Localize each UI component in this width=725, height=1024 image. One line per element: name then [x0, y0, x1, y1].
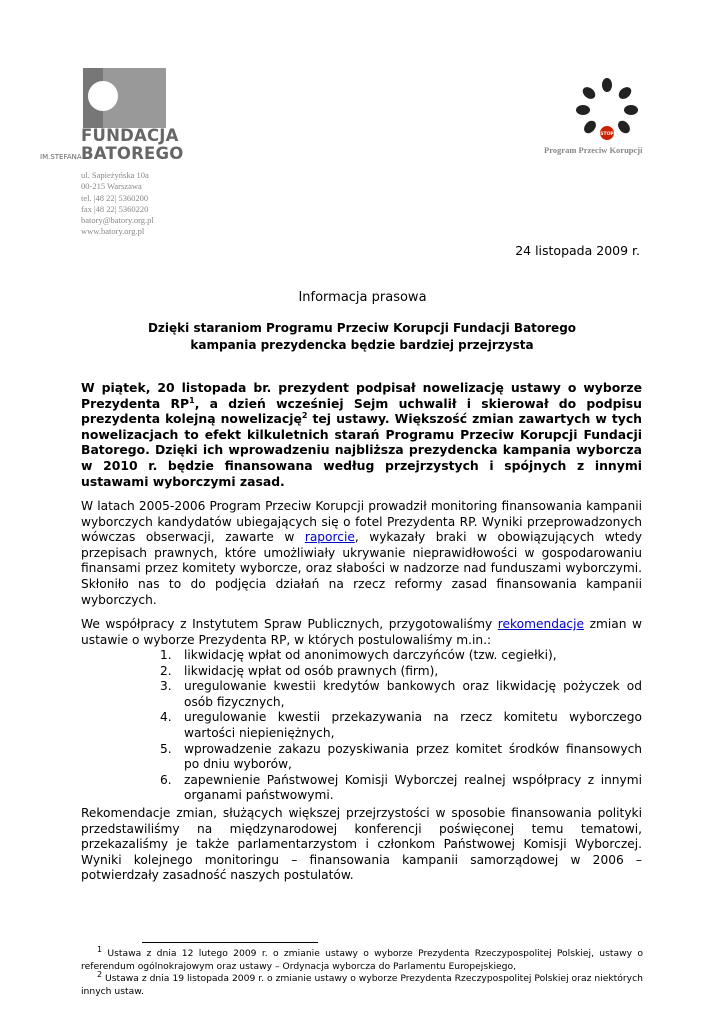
- report-link[interactable]: raporcie: [304, 530, 355, 545]
- headline-line: Dzięki staraniom Programu Przeciw Korupcji Fundacji Batorego: [147, 321, 577, 335]
- list-item-number: 4.: [160, 710, 172, 725]
- program-label: Program Przeciw Korupcji: [544, 145, 643, 155]
- headline-line: kampania prezydencka będzie bardziej przejrzysta: [190, 337, 534, 352]
- paragraph-text: We współpracy z Instytutem Spraw Publicznych, przygotowaliśmy: [81, 617, 498, 631]
- conference-paragraph: Rekomendacje zmian, służących większej przejrzystości w sposobie finansowania polityki przedstawiliśmy na międzynarodowej konferencji poświęconej temu tematowi, przekazaliśmy je także parlamentarzystom i członkom Państwowej Komisji Wyborczej. Wyniki kolejnego monitoringu – finansowania kampanii samorządowej w 2006 – potwierdzały zasadność naszych postulatów.: [81, 806, 642, 883]
- list-item-text: zapewnienie Państwowej Komisji Wyborczej realnej współpracy z innymi organami państwowymi.: [184, 772, 642, 803]
- foundation-name-line2: BATOREGO: [81, 144, 184, 163]
- foundation-prefix: IM.STEFANA: [40, 153, 82, 161]
- address-line: tel. |48 22| 5360200: [81, 192, 149, 203]
- monitoring-paragraph: [81, 499, 642, 608]
- list-item-text: likwidację wpłat od osób prawnych (firm),: [184, 663, 439, 678]
- list-item-text: likwidację wpłat od anonimowych darczyńców (tzw. cegiełki),: [184, 648, 557, 662]
- footnote-ref[interactable]: 1: [189, 395, 195, 405]
- lead-text: tej ustawy. Większość zmian zawartych w tych nowelizacjach to efekt kilkuletnich starań Programu Przeciw Korupcji Fundacji Batorego. Dzięki ich wprowadzeniu najbliższa prezydencka kampania wyborcza w 2010 r. będzie finansowana według przejrzystych i spójnych z innymi ustawami wyborczymi zasad.: [81, 411, 642, 489]
- document-type: Informacja prasowa: [298, 290, 427, 305]
- address-line: 00-215 Warszawa: [81, 181, 142, 192]
- list-item: [160, 773, 642, 804]
- address-line: fax |48 22| 5360220: [81, 203, 149, 214]
- fundacja-batorego-logo-icon: [83, 68, 166, 128]
- footnote-ref[interactable]: 2: [301, 411, 308, 421]
- document-date: 24 listopada 2009 r.: [515, 243, 640, 258]
- list-item-number: 2.: [160, 663, 172, 678]
- footnote: [81, 944, 643, 973]
- footnote-mark: 2: [97, 969, 103, 979]
- list-item: [160, 679, 642, 710]
- footnote-text: Ustawa z dnia 12 lutego 2009 r. o zmianie ustawy o wyborze Prezydenta Rzeczypospolitej Polskiej, ustawy o referendum ogólnokrajowym oraz ustawy – Ordynacja wyborcza do Parlamentu Europejskiego,: [81, 948, 643, 972]
- foundation-name-line1: FUNDACJA: [81, 126, 179, 145]
- lead-text: , a dzień wcześniej Sejm uchwalił i skierował do podpisu prezydenta kolejną nowelizację: [81, 395, 642, 427]
- program-przeciw-korupcji-logo-icon: [574, 76, 640, 142]
- address-line: batory@batory.org.pl: [81, 215, 154, 226]
- recommendations-intro: [81, 617, 642, 648]
- list-item: [160, 648, 642, 664]
- list-item: [160, 742, 642, 773]
- stop-badge: STOP: [600, 132, 614, 137]
- list-item-text: uregulowanie kwestii przekazywania na rzecz komitetu wyborczego wartości niepieniężnych,: [184, 710, 642, 740]
- headline: [81, 320, 643, 353]
- lead-paragraph: [81, 380, 642, 489]
- list-item: [160, 710, 642, 741]
- address-line: ul. Sapieżyńska 10a: [81, 170, 149, 180]
- paragraph-text: W latach 2005-2006 Program Przeciw Korupcji prowadził monitoring finansowania kampanii wyborczych kandydatów ubiegających się o fotel Prezydenta RP. Wyniki przeprowadzonych wówczas obserwacji, zawarte w: [81, 499, 642, 545]
- recommendations-list: [160, 648, 642, 804]
- list-item: [160, 664, 642, 680]
- footnote: [81, 969, 643, 998]
- list-item-number: 1.: [160, 648, 172, 662]
- paragraph-text: zmian w ustawie o wyborze Prezydenta RP, w których postulowaliśmy m.in.:: [81, 617, 642, 647]
- footnote-mark: 1: [97, 944, 103, 954]
- recommendations-link[interactable]: rekomendacje: [497, 617, 585, 631]
- foundation-address: [81, 170, 154, 238]
- footnote-separator: [142, 942, 318, 943]
- list-item-text: wprowadzenie zakazu pozyskiwania przez komitet środków finansowych po dniu wyborów,: [184, 741, 642, 772]
- list-item-number: 5.: [160, 741, 172, 756]
- address-line: www.batory.org.pl: [81, 226, 145, 237]
- footnotes: [81, 944, 643, 998]
- list-item-number: 3.: [160, 679, 172, 694]
- footnote-text: Ustawa z dnia 19 listopada 2009 r. o zmianie ustawy o wyborze Prezydenta Rzeczypospolitej Polskiej oraz niektórych innych ustaw.: [81, 973, 643, 997]
- paragraph-text: , wykazały braki w obowiązujących wtedy przepisach prawnych, które umożliwiały ukrywanie nieprawidłowości w gospodarowaniu finansami przez komitety wyborcze, oraz słabości w nadzorze nad funduszami wyborczymi. Skłoniło nas to do podjęcia działań na rzecz reformy zasad finansowania kampanii wyborczych.: [81, 530, 642, 607]
- list-item-text: uregulowanie kwestii kredytów bankowych oraz likwidację pożyczek od osób fizycznych,: [184, 679, 642, 709]
- lead-text: W piątek, 20 listopada br. prezydent podpisał nowelizację ustawy o wyborze Prezydenta RP: [81, 380, 642, 411]
- list-item-number: 6.: [160, 772, 172, 787]
